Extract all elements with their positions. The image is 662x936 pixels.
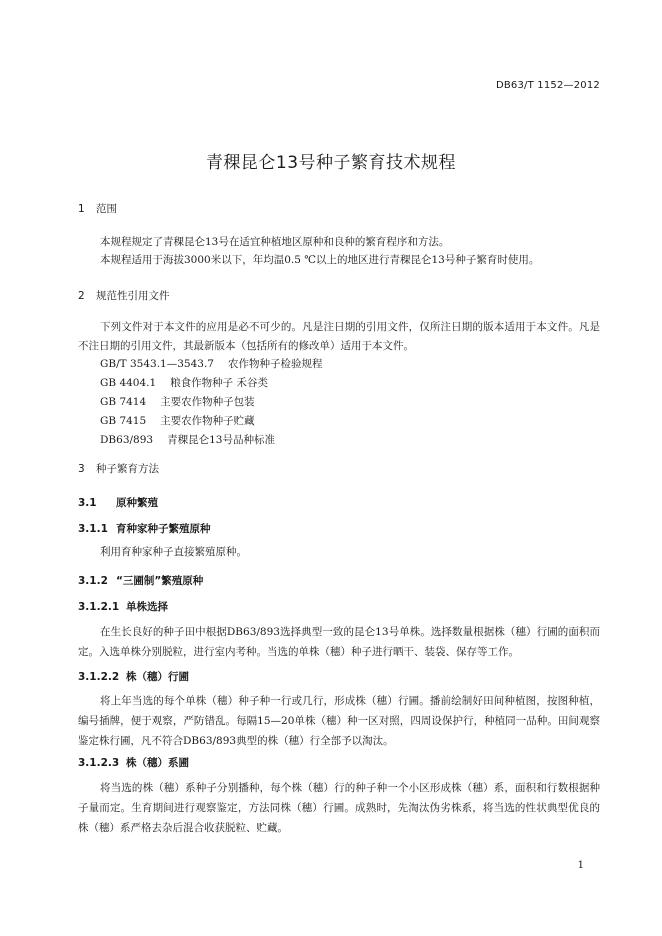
standard-code: DB63/T 1152—2012 (495, 80, 600, 91)
paragraph: 下列文件对于本文件的应用是必不可少的。凡是注日期的引用文件，仅所注日期的版本适用于本文件。凡是不注日期的引用文件，其最新版本（包括所有的修改单）适用于本文件。 (78, 321, 600, 352)
section-heading-3 (78, 461, 159, 476)
section-number: 3.1.2 (78, 575, 108, 587)
reference-item: GB 7414 主要农作物种子包装 (100, 396, 255, 408)
section-title: “三圃制”繁殖原种 (116, 575, 204, 587)
section-number: 3.1.2.2 (78, 671, 120, 683)
section-number: 2 (78, 290, 85, 302)
section-title: 规范性引用文件 (96, 290, 170, 302)
section-heading-3-1-2-1 (78, 599, 168, 614)
paragraph: 将当选的株（穗）系种子分别播种，每个株（穗）行的种子种一个小区形成株（穗）系，面积和行数根据种子量而定。生育期间进行观察鉴定，方法同株（穗）行圃。成熟时，先淘汰伪劣株系，将当选的性状典型优良的株（穗）系严格去杂后混合收获脱粒、贮藏。 (78, 782, 600, 834)
section-title: 育种家种子繁殖原种 (116, 523, 211, 535)
section-heading-1 (78, 201, 117, 216)
section-number: 3.1.2.1 (78, 601, 120, 613)
paragraph: 将上年当选的每个单株（穗）种子种一行或几行，形成株（穗）行圃。播前绘制好田间种植图，按图种植，编号插牌，便于观察，严防错乱。每隔15—20单株（穗）种一区对照，四周设保护行，种植同一品种。田间观察鉴定株行圃，凡不符合DB63/893典型的株（穗）行全部予以淘汰。 (78, 695, 600, 747)
section-title: 种子繁育方法 (96, 463, 159, 475)
section-number: 1 (78, 203, 85, 215)
section-title: 株（穗）系圃 (126, 757, 189, 769)
paragraph: 利用育种家种子直接繁殖原种。 (100, 546, 247, 558)
section-title: 单株选择 (126, 601, 168, 613)
section-number: 3.1.1 (78, 523, 108, 535)
section-heading-3-1-1 (78, 521, 211, 536)
section-title: 原种繁殖 (116, 497, 158, 509)
reference-item: DB63/893 青稞昆仑13号品种标准 (100, 434, 275, 446)
page-title: 青稞昆仑13号种子繁育技术规程 (205, 153, 457, 173)
section-heading-3-1-2 (78, 573, 203, 588)
section-heading-3-1 (78, 495, 158, 510)
section-number: 3 (78, 463, 85, 475)
section-title: 株（穗）行圃 (126, 671, 189, 683)
reference-item: GB 7415 主要农作物种子贮藏 (100, 415, 255, 427)
section-heading-3-1-2-3 (78, 755, 189, 770)
reference-item: GB 4404.1 粮食作物种子 禾谷类 (100, 377, 269, 389)
section-heading-2 (78, 288, 170, 303)
reference-item: GB/T 3543.1—3543.7 农作物种子检验规程 (100, 358, 323, 370)
page-number: 1 (577, 860, 584, 871)
paragraph: 在生长良好的种子田中根据DB63/893选择典型一致的昆仑13号单株。选择数量根据株（穗）行圃的面积而定。入选单株分别脱粒，进行室内考种。当选的单株（穗）种子进行晒干、装袋、保存等工作。 (78, 626, 600, 658)
section-number: 3.1 (78, 497, 97, 509)
paragraph: 本规程规定了青稞昆仑13号在适宜种植地区原种和良种的繁育程序和方法。 (100, 236, 450, 248)
paragraph: 本规程适用于海拔3000米以下，年均温0.5 ℃以上的地区进行青稞昆仑13号种子繁育时使用。 (100, 254, 540, 266)
section-heading-3-1-2-2 (78, 669, 189, 684)
reference-list (100, 355, 322, 450)
section-number: 3.1.2.3 (78, 757, 120, 769)
section-title: 范围 (96, 203, 117, 215)
